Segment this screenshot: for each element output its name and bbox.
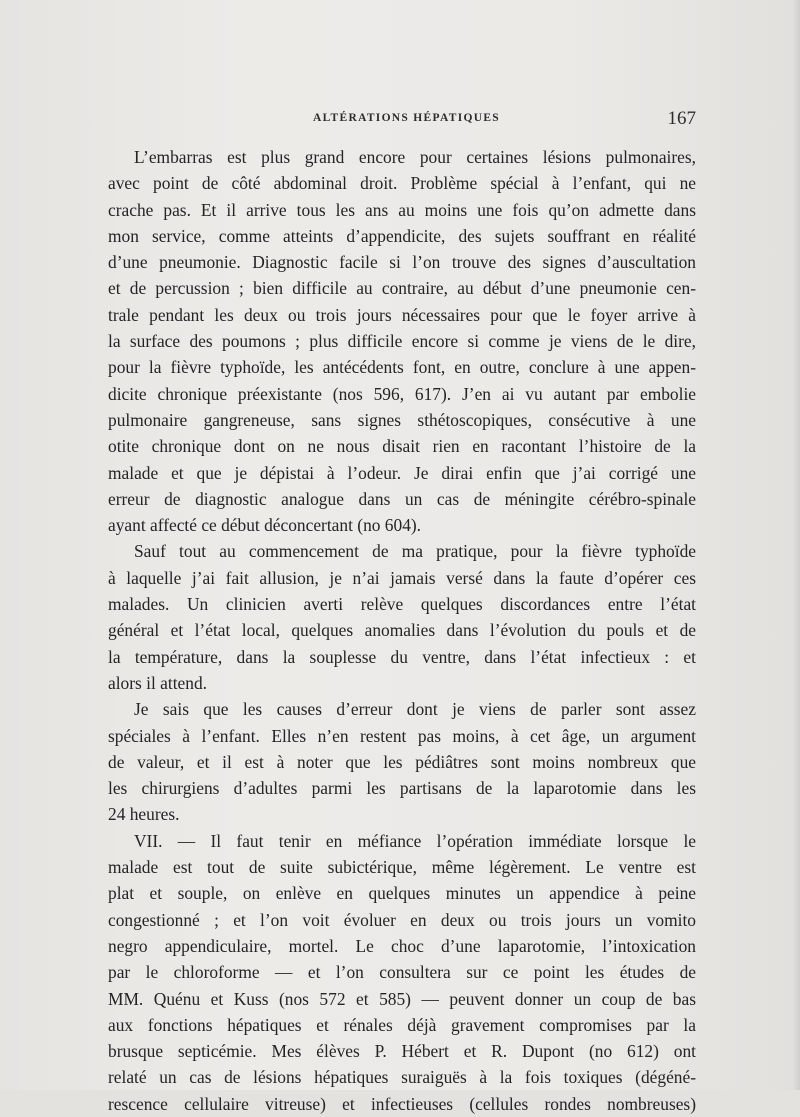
text-line: VII. — Il faut tenir en méfiance l’opération immédiate lorsque le (134, 830, 696, 851)
text-line: MM. Quénu et Kuss (nos 572 et 585) — peuvent donner un coup de bas (108, 988, 696, 1009)
text-line: Je sais que les causes d’erreur dont je viens de parler sont assez (134, 699, 696, 720)
text-line: congestionné ; et l’on voit évoluer en deux ou trois jours un vomito (108, 909, 696, 930)
text-line: les chirurgiens d’adultes parmi les partisans de la laparotomie dans les (108, 778, 696, 799)
text-line: à laquelle j’ai fait allusion, je n’ai jamais versé dans la faute d’opérer ces (108, 567, 696, 588)
text-line: 24 heures. (108, 804, 180, 825)
text-line: et de percussion ; bien difficile au contraire, au début d’une pneumonie cen- (108, 278, 696, 299)
text-line: aux fonctions hépatiques et rénales déjà gravement compromises par la (108, 1014, 696, 1035)
page-header (108, 106, 696, 136)
text-line: crache pas. Et il arrive tous les ans au moins une fois qu’on admette dans (108, 199, 696, 220)
text-line: pulmonaire gangreneuse, sans signes sthétoscopiques, consécutive à une (108, 409, 696, 430)
body-text (108, 144, 696, 1117)
text-line: negro appendiculaire, mortel. Le choc d’une laparotomie, l’intoxication (108, 935, 696, 956)
text-line: général et l’état local, quelques anomalies dans l’évolution du pouls et de (108, 620, 696, 641)
text-line: par le chloroforme — et l’on consultera sur ce point les études de (108, 962, 696, 983)
text-line: la surface des poumons ; plus difficile encore si comme je viens de le dire, (108, 331, 696, 352)
text-line: ayant affecté ce début déconcertant (no 604). (108, 515, 422, 536)
running-head: ALTÉRATIONS HÉPATIQUES (313, 112, 500, 124)
text-line: mon service, comme atteints d’appendicite, des sujets souffrant en réalité (108, 225, 696, 246)
text-line: L’embarras est plus grand encore pour certaines lésions pulmonaires, (134, 147, 696, 167)
text-line: rescence cellulaire vitreuse) et infectieuses (cellules rondes nombreuses) (108, 1093, 696, 1114)
page-edge-shadow (792, 0, 800, 1090)
text-line: la température, dans la souplesse du ventre, dans l’état infectieux : et (108, 646, 696, 667)
text-line: de valeur, et il est à noter que les pédiâtres sont moins nombreux que (108, 751, 696, 772)
text-line: malade est tout de suite subictérique, même légèrement. Le ventre est (108, 857, 696, 878)
text-line: erreur de diagnostic analogue dans un cas de méningite cérébro-spinale (108, 488, 696, 509)
text-line: dicite chronique préexistante (nos 596, 617). J’en ai vu autant par embolie (108, 383, 696, 404)
text-line: malade et que je dépistai à l’odeur. Je dirai enfin que j’ai corrigé une (108, 462, 696, 483)
text-line: avec point de côté abdominal droit. Problème spécial à l’enfant, qui ne (108, 173, 696, 194)
text-line: plat et souple, on enlève en quelques minutes un appendice à peine (108, 883, 696, 904)
text-line: d’une pneumonie. Diagnostic facile si l’on trouve des signes d’auscultation (108, 252, 696, 273)
text-line: relaté un cas de lésions hépatiques suraiguës à la fois toxiques (dégéné- (108, 1067, 696, 1088)
page-number: 167 (667, 108, 696, 129)
text-line: Sauf tout au commencement de ma pratique, pour la fièvre typhoïde (134, 541, 696, 562)
text-line: otite chronique dont on ne nous disait rien en racontant l’histoire de la (108, 436, 696, 457)
text-line: spéciales à l’enfant. Elles n’en restent pas moins, à cet âge, un argument (108, 725, 696, 746)
text-line: brusque septicémie. Mes élèves P. Hébert et R. Dupont (no 612) ont (108, 1041, 696, 1062)
text-line: pour la fièvre typhoïde, les antécédents font, en outre, conclure à une appen- (108, 357, 696, 378)
text-line: malades. Un clinicien averti relève quelques discordances entre l’état (108, 594, 696, 615)
text-line: trale pendant les deux ou trois jours nécessaires pour que le foyer arrive à (108, 304, 696, 325)
text-line: alors il attend. (108, 672, 208, 693)
